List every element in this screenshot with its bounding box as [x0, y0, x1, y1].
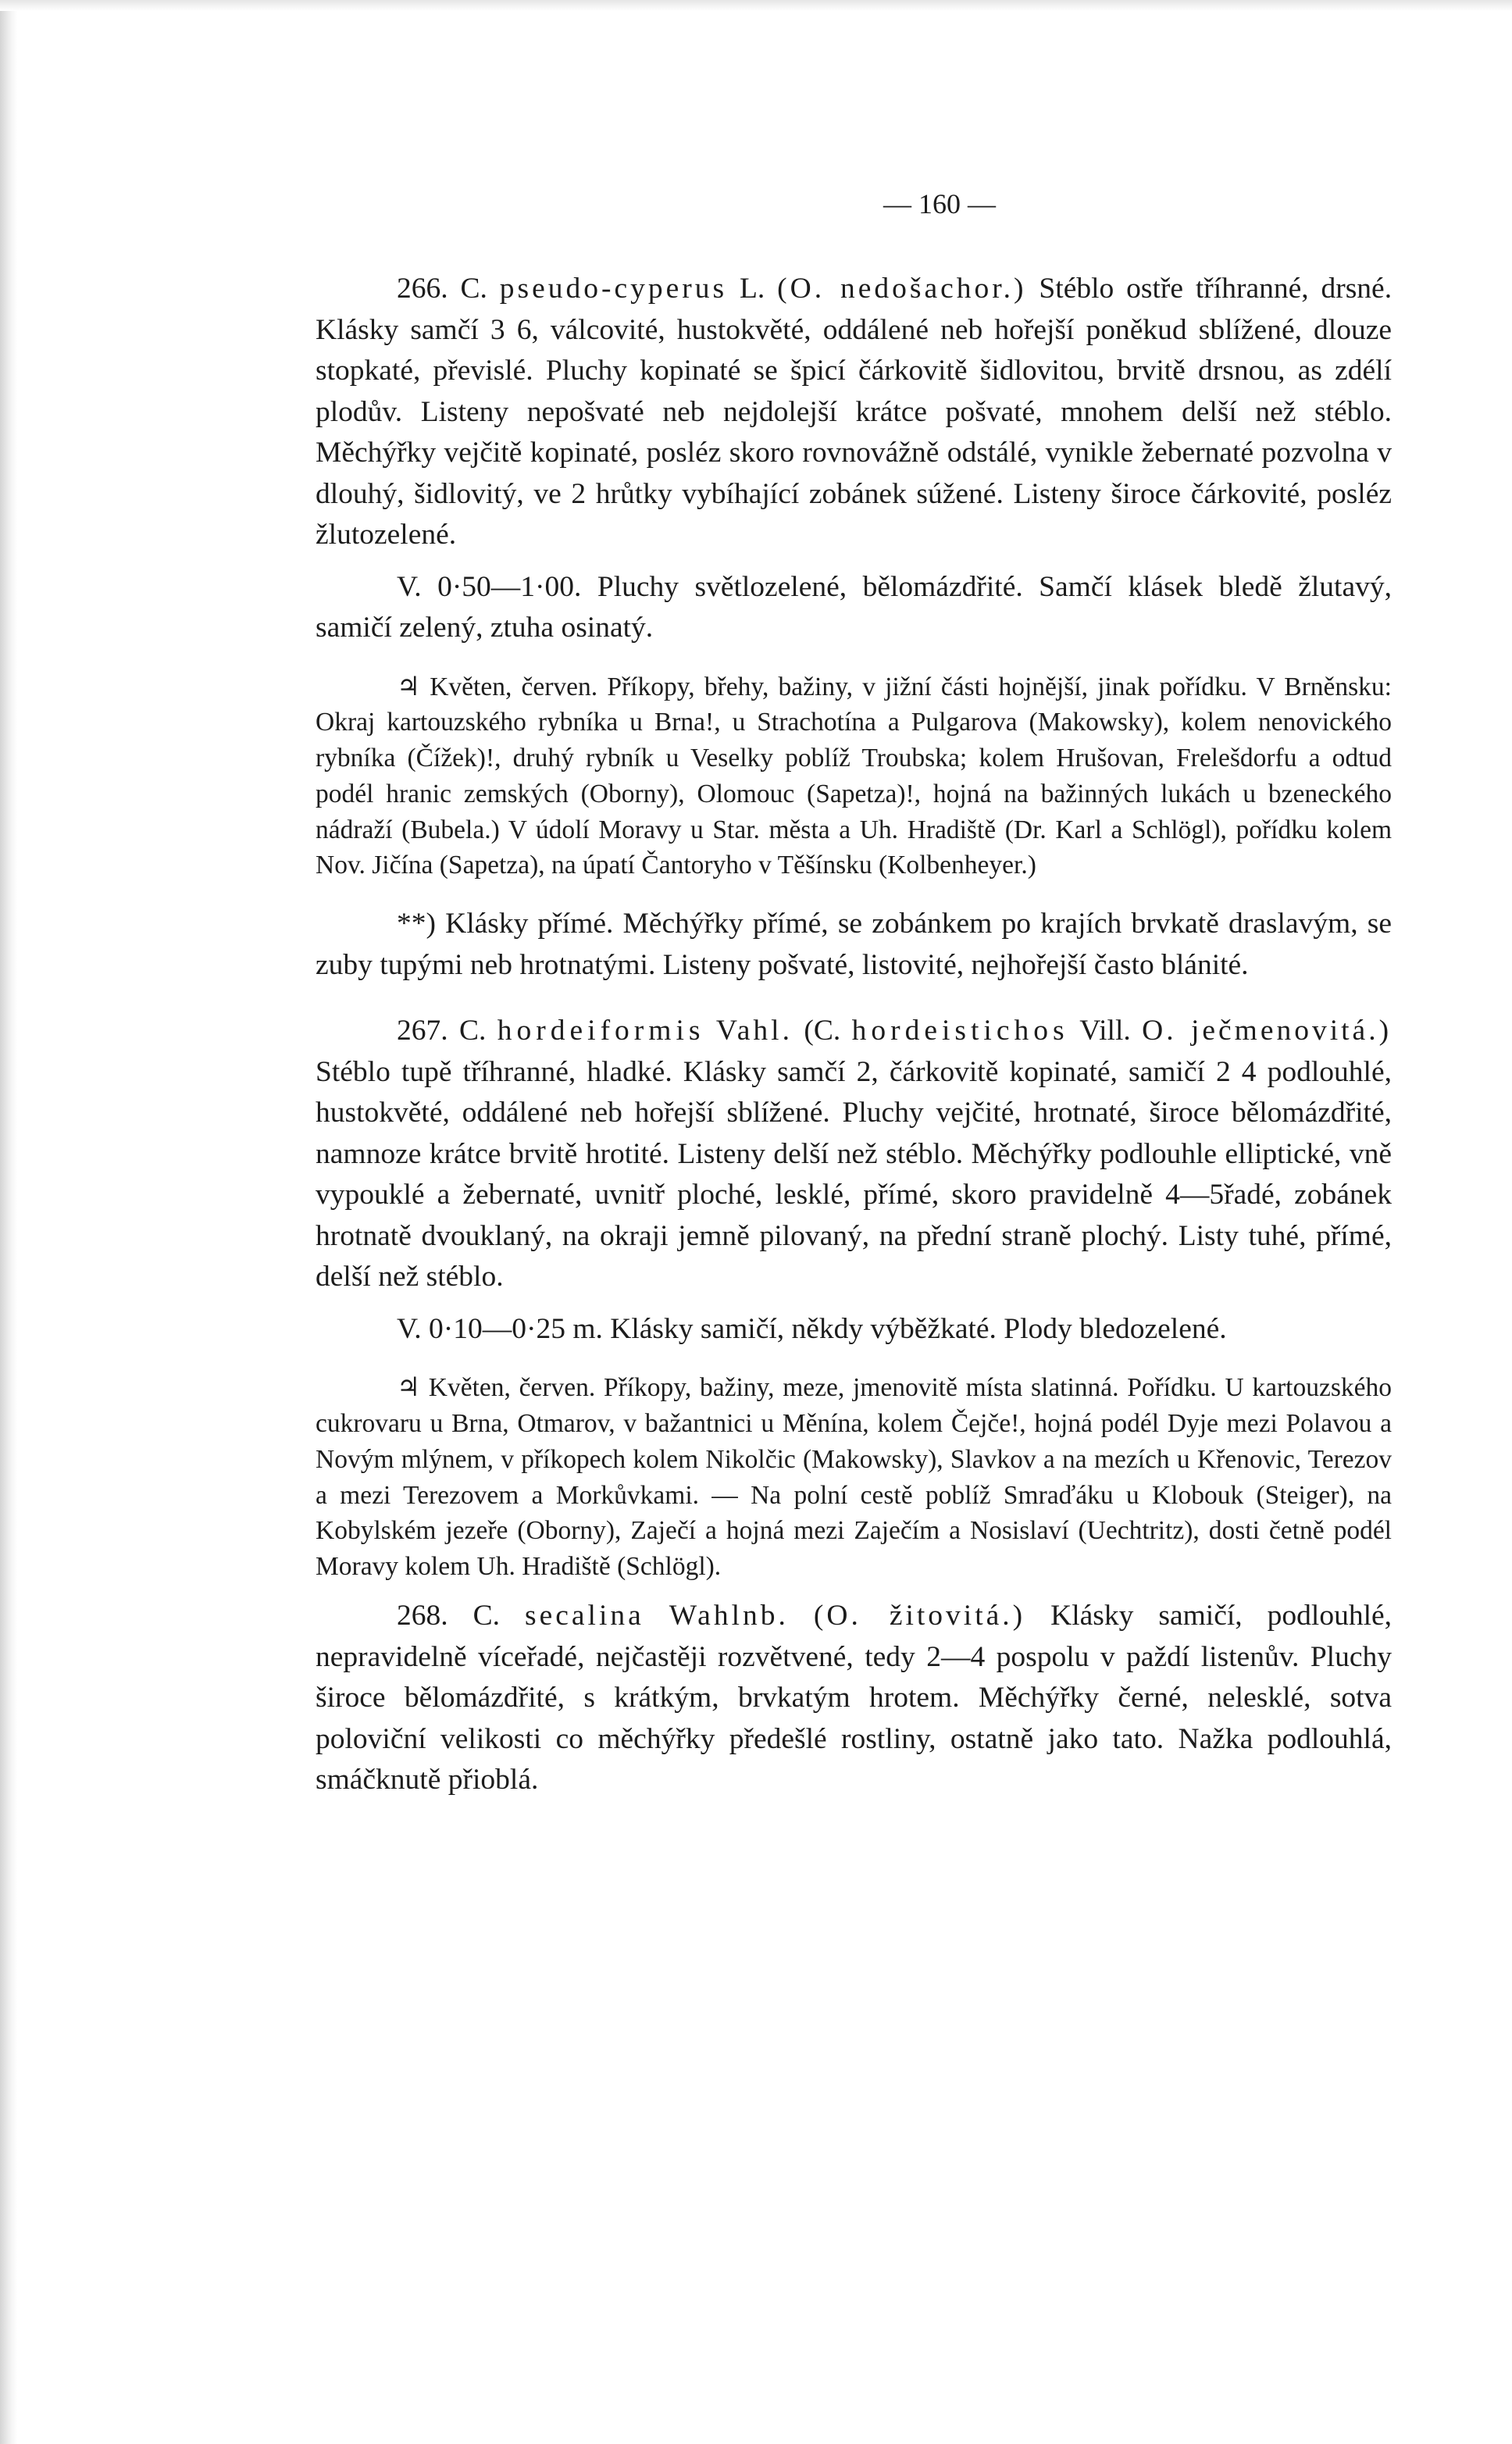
species-268-number: 268.	[397, 1600, 448, 1632]
species-266-entry	[316, 269, 1392, 556]
species-267-entry	[316, 1011, 1392, 1298]
page-top-shadow	[0, 0, 1512, 11]
species-267-epithet: hordeiformis	[497, 1015, 705, 1047]
species-267-description: Stéblo tupě tříhranné, hladké. Klásky samčí 2, čárkovitě kopinaté, samičí 2 4 podlouhlé, hustokvěté, oddálené neb hořejší sblížené. Pluchy vejčité, hrotnaté, široce bělomázdřité, namnoze krátce brvitě hrotité. Listeny delší než stéblo. Měchýřky podlouhle elliptické, vně vypouklé a žebernaté, uvnitř ploché, lesklé, přímé, skoro pravidelně 4—5řadé, zobánek hrotnatě dvouklaný, na okraji jemně pilovaný, na přední straně plochý. Listy tuhé, přímé, delší než stéblo.	[316, 1055, 1392, 1293]
species-266-localities: ♃ Květen, červen. Příkopy, břehy, bažiny, v jižní části hojnější, jinak pořídku. V Brněnsku: Okraj kartouzského rybníka u Brna!, u Strachotína a Pulgarova (Makowsky), kolem nenovického rybníka (Čížek)!, druhý rybník u Veselky poblíž Troubska; kolem Hrušovan, Frelešdorfu a odtud podél hranic zemských (Oborny), Olomouc (Sapetza)!, hojná na bažinných lukách u bzeneckého nádraží (Bubela.) V údolí Moravy u Star. města a Uh. Hradiště (Dr. Karl a Schlögl), pořídku kolem Nov. Jičína (Sapetza), na úpatí Čantoryho v Těšínsku (Kolbenheyer.)	[316, 672, 1392, 880]
page-number: — 160 —	[883, 188, 996, 219]
species-267-localities: ♃ Květen, červen. Příkopy, bažiny, meze, jmenovitě místa slatinná. Pořídku. U kartouzského cukrovaru u Brna, Otmarov, v bažantnici u Měnína, kolem Čejče!, hojná podél Dyje mezi Polavou a Novým mlýnem, v příkopech kolem Nikolčic (Makowsky), Slavkov a na mezích u Křenovic, Terezov a mezi Terezovem a Morkůvkami. — Na polní cestě poblíž Smraďáku u Klobouk (Steiger), na Kobylském jezeře (Oborny), Zaječí a hojná mezi Zaječím a Nosislaví (Uechtritz), dosti četně podél Moravy kolem Uh. Hradiště (Schlögl).	[316, 1373, 1392, 1582]
species-267-czech-name: O. ječmenovitá.)	[1142, 1015, 1393, 1047]
species-267-synonym-epithet: hordeistichos	[851, 1015, 1069, 1047]
species-266-epithet: pseudo-cyperus	[499, 273, 728, 305]
species-267-number: 267.	[397, 1015, 448, 1047]
species-267-synonym-author: Vill.	[1079, 1015, 1131, 1047]
species-266-description: Stéblo ostře tříhranné, drsné. Klásky samčí 3 6, válcovité, hustokvěté, oddálené neb hořejší poněkud sblížené, dlouze stopkaté, převislé. Pluchy kopinaté se špicí čárkovitě šidlovitou, brvitě drsnou, as zdélí plodův. Listeny nepošvaté neb nejdolejší krátce pošvaté, mnohem delší než stéblo. Měchýřky vejčitě kopinaté, posléz skoro rovnovážně odstálé, vynikle žebernaté pozvolna v dlouhý, šidlovitý, ve 2 hrůtky vybíhající zobánek súžené. Listeny široce čárkovité, posléz žlutozelené.	[316, 273, 1393, 551]
species-266-author: L.	[740, 273, 765, 305]
species-266-genus: C.	[460, 273, 487, 305]
page-edge-shadow	[0, 0, 17, 2444]
species-266-czech-name: (O. nedošachor.)	[777, 273, 1027, 305]
species-268-description: Klásky samičí, podlouhlé, nepravidelně víceřadé, nejčastěji rozvětvené, tedy 2—4 pospolu v paždí listenův. Pluchy široce bělomázdřité, s krátkým, brvkatým hrotem. Měchýřky černé, nelesklé, sotva poloviční velikosti co měchýřky předešlé rostliny, ostatně jako tato. Nažka podlouhlá, smáčknutě přioblá.	[316, 1600, 1393, 1796]
species-267-genus: C.	[459, 1015, 487, 1047]
species-268-czech-name: (O. žitovitá.)	[813, 1600, 1026, 1632]
text-column	[316, 187, 1392, 1801]
species-268-entry	[316, 1596, 1392, 1801]
species-268-epithet: secalina	[525, 1600, 644, 1632]
species-268-genus: C.	[472, 1600, 501, 1632]
species-267-author: Vahl.	[715, 1015, 793, 1047]
species-268-author: Wahlnb.	[669, 1600, 789, 1632]
species-266-number: 266.	[397, 273, 448, 305]
species-267-synonym-genus: (C.	[804, 1015, 841, 1047]
species-267-measurements: V. 0·10—0·25 m. Klásky samičí, někdy výběžkaté. Plody bledozelené.	[397, 1312, 1227, 1345]
group-note: **) Klásky přímé. Měchýřky přímé, se zobánkem po krajích brvkatě draslavým, se zuby tupými neb hrotnatými. Listeny pošvaté, listovité, nejhořejší často blánité.	[316, 908, 1392, 981]
species-266-measurements: V. 0·50—1·00. Pluchy světlozelené, bělomázdřité. Samčí klásek bledě žlutavý, samičí zelený, ztuha osinatý.	[316, 570, 1392, 644]
